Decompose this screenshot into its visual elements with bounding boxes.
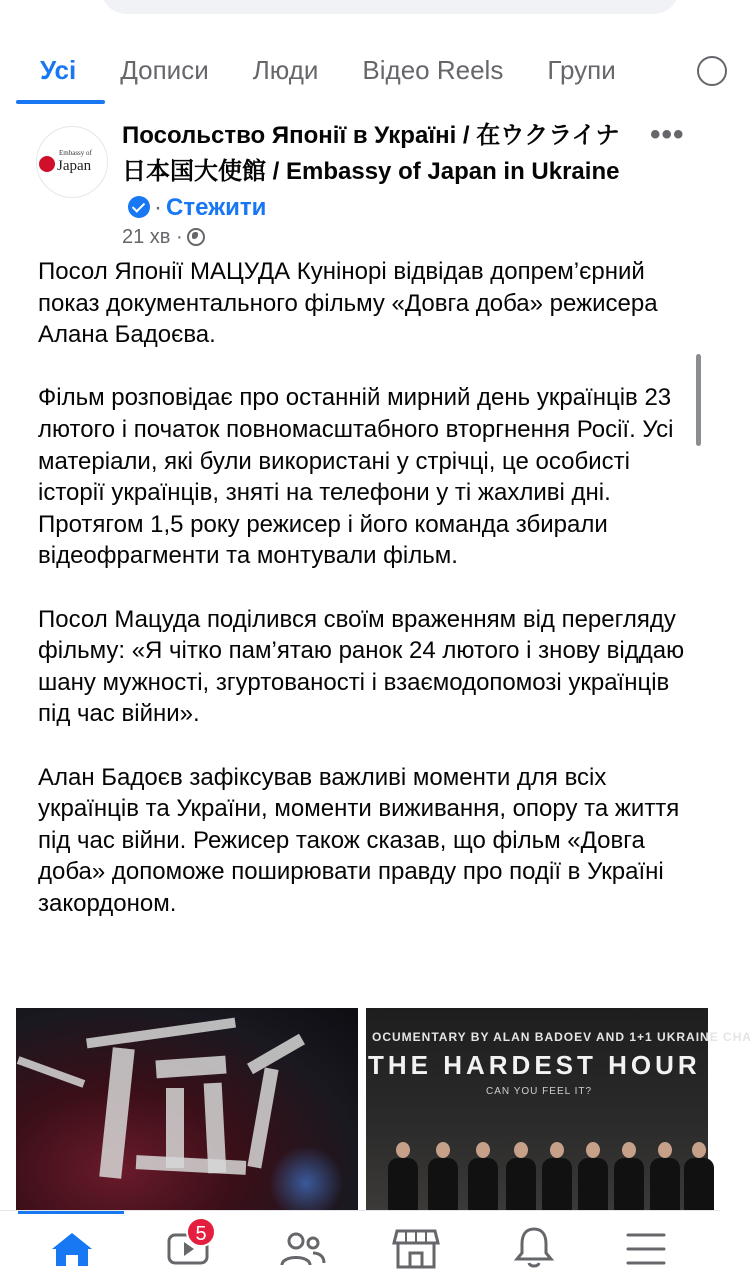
nav-menu[interactable] [618, 1223, 678, 1273]
marketplace-icon [392, 1227, 440, 1269]
poster-shape [86, 1018, 236, 1049]
post-paragraph: Фільм розповідає про останній мирний день українців 23 лютого і початок повномасштабного вторгнення Росії. Усі матеріали, які були використані у стрічці, це особисті історії українців, зняті на телефони у ті жахливі дні. Протягом 1,5 року режисер і його команда збирали відеофрагменти та монтували фільм. [38, 384, 674, 570]
avatar[interactable] [36, 126, 108, 198]
nav-video[interactable] [160, 1223, 220, 1273]
poster-glow [266, 1148, 346, 1218]
search-filter-tabs [0, 40, 720, 106]
poster-shape [99, 1047, 134, 1179]
poster-shape [155, 1056, 226, 1079]
globe-icon [187, 228, 205, 246]
post-photo-event[interactable] [366, 1008, 752, 1210]
post-photo-poster[interactable] [16, 1008, 358, 1210]
tab-all[interactable]: Усі [40, 55, 77, 85]
avatar-logo-small: Embassy of [59, 149, 92, 157]
more-options-icon[interactable]: ••• [650, 118, 685, 151]
post-paragraph: Алан Бадоєв зафіксував важливі моменти для всіх українців та України, моменти виживання, опору та життя під час війни. Режисер також сказав, що фільм «Довга доба» допоможе поширювати правду про події в Україні закордоном. [38, 763, 680, 917]
nav-marketplace[interactable] [388, 1223, 448, 1273]
bell-icon [512, 1225, 556, 1269]
banner-subtitle: CAN YOU FEEL IT? [486, 1086, 593, 1097]
person-figure [506, 1158, 536, 1210]
post-time[interactable]: 21 хв · [122, 226, 183, 248]
person-figure [578, 1158, 608, 1210]
post-body [38, 256, 700, 951]
tab-people[interactable]: Люди [252, 55, 319, 85]
separator-dot: · [154, 194, 162, 221]
poster-shape [17, 1056, 86, 1087]
bottom-navigation [0, 1210, 720, 1280]
nav-notifications[interactable] [506, 1223, 566, 1273]
search-bar[interactable] [100, 0, 680, 14]
post-paragraph: Посол Мацуда поділився своїм враженням від перегляду фільму: «Я чітко пам’ятаю ранок 24 лютого і знову віддаю шану мужності, згуртованості і взаємодопомозі українців під час війни». [38, 605, 685, 728]
nav-active-indicator [18, 1211, 124, 1214]
post-meta [122, 226, 205, 249]
banner-title: THE HARDEST HOUR [368, 1050, 701, 1080]
tab-groups[interactable]: Групи [547, 55, 616, 85]
person-figure [614, 1158, 644, 1210]
banner-top-text: OCUMENTARY BY ALAN BADOEV AND 1+1 UKRAINE CHA [372, 1030, 752, 1044]
menu-icon [624, 1229, 668, 1269]
tab-posts[interactable]: Дописи [120, 55, 209, 85]
person-figure [388, 1158, 418, 1210]
nav-friends[interactable] [274, 1223, 334, 1273]
verified-badge-icon [128, 196, 150, 218]
person-figure [542, 1158, 572, 1210]
person-figure [684, 1158, 714, 1210]
video-notification-badge: 5 [186, 1217, 216, 1247]
active-tab-indicator [16, 100, 105, 104]
japan-flag-dot [39, 156, 55, 172]
page-title-block [122, 118, 642, 226]
friends-icon [278, 1229, 328, 1269]
scrollbar[interactable] [696, 354, 701, 446]
post-photos [16, 1008, 752, 1210]
post-header [0, 114, 720, 254]
post-paragraph: Посол Японії МАЦУДА Кунінорі відвідав допрем’єрний показ документального фільму «Довга доба» режисера Алана Бадоєва. [38, 258, 658, 349]
poster-shape [247, 1034, 305, 1074]
person-figure [650, 1158, 680, 1210]
tab-reels[interactable]: Відео Reels [362, 55, 504, 85]
poster-shape [136, 1155, 247, 1175]
avatar-logo-big: Japan [57, 158, 92, 174]
nav-home[interactable] [42, 1223, 102, 1273]
person-figure [428, 1158, 458, 1210]
follow-button[interactable]: Стежити [166, 194, 267, 221]
page-name-link[interactable]: Посольство Японії в Україні / 在ウクライナ日本国大使館 / Embassy of Japan in Ukraine [122, 122, 620, 185]
tab-overflow-icon[interactable] [697, 56, 727, 86]
home-icon [50, 1231, 94, 1267]
person-figure [468, 1158, 498, 1210]
